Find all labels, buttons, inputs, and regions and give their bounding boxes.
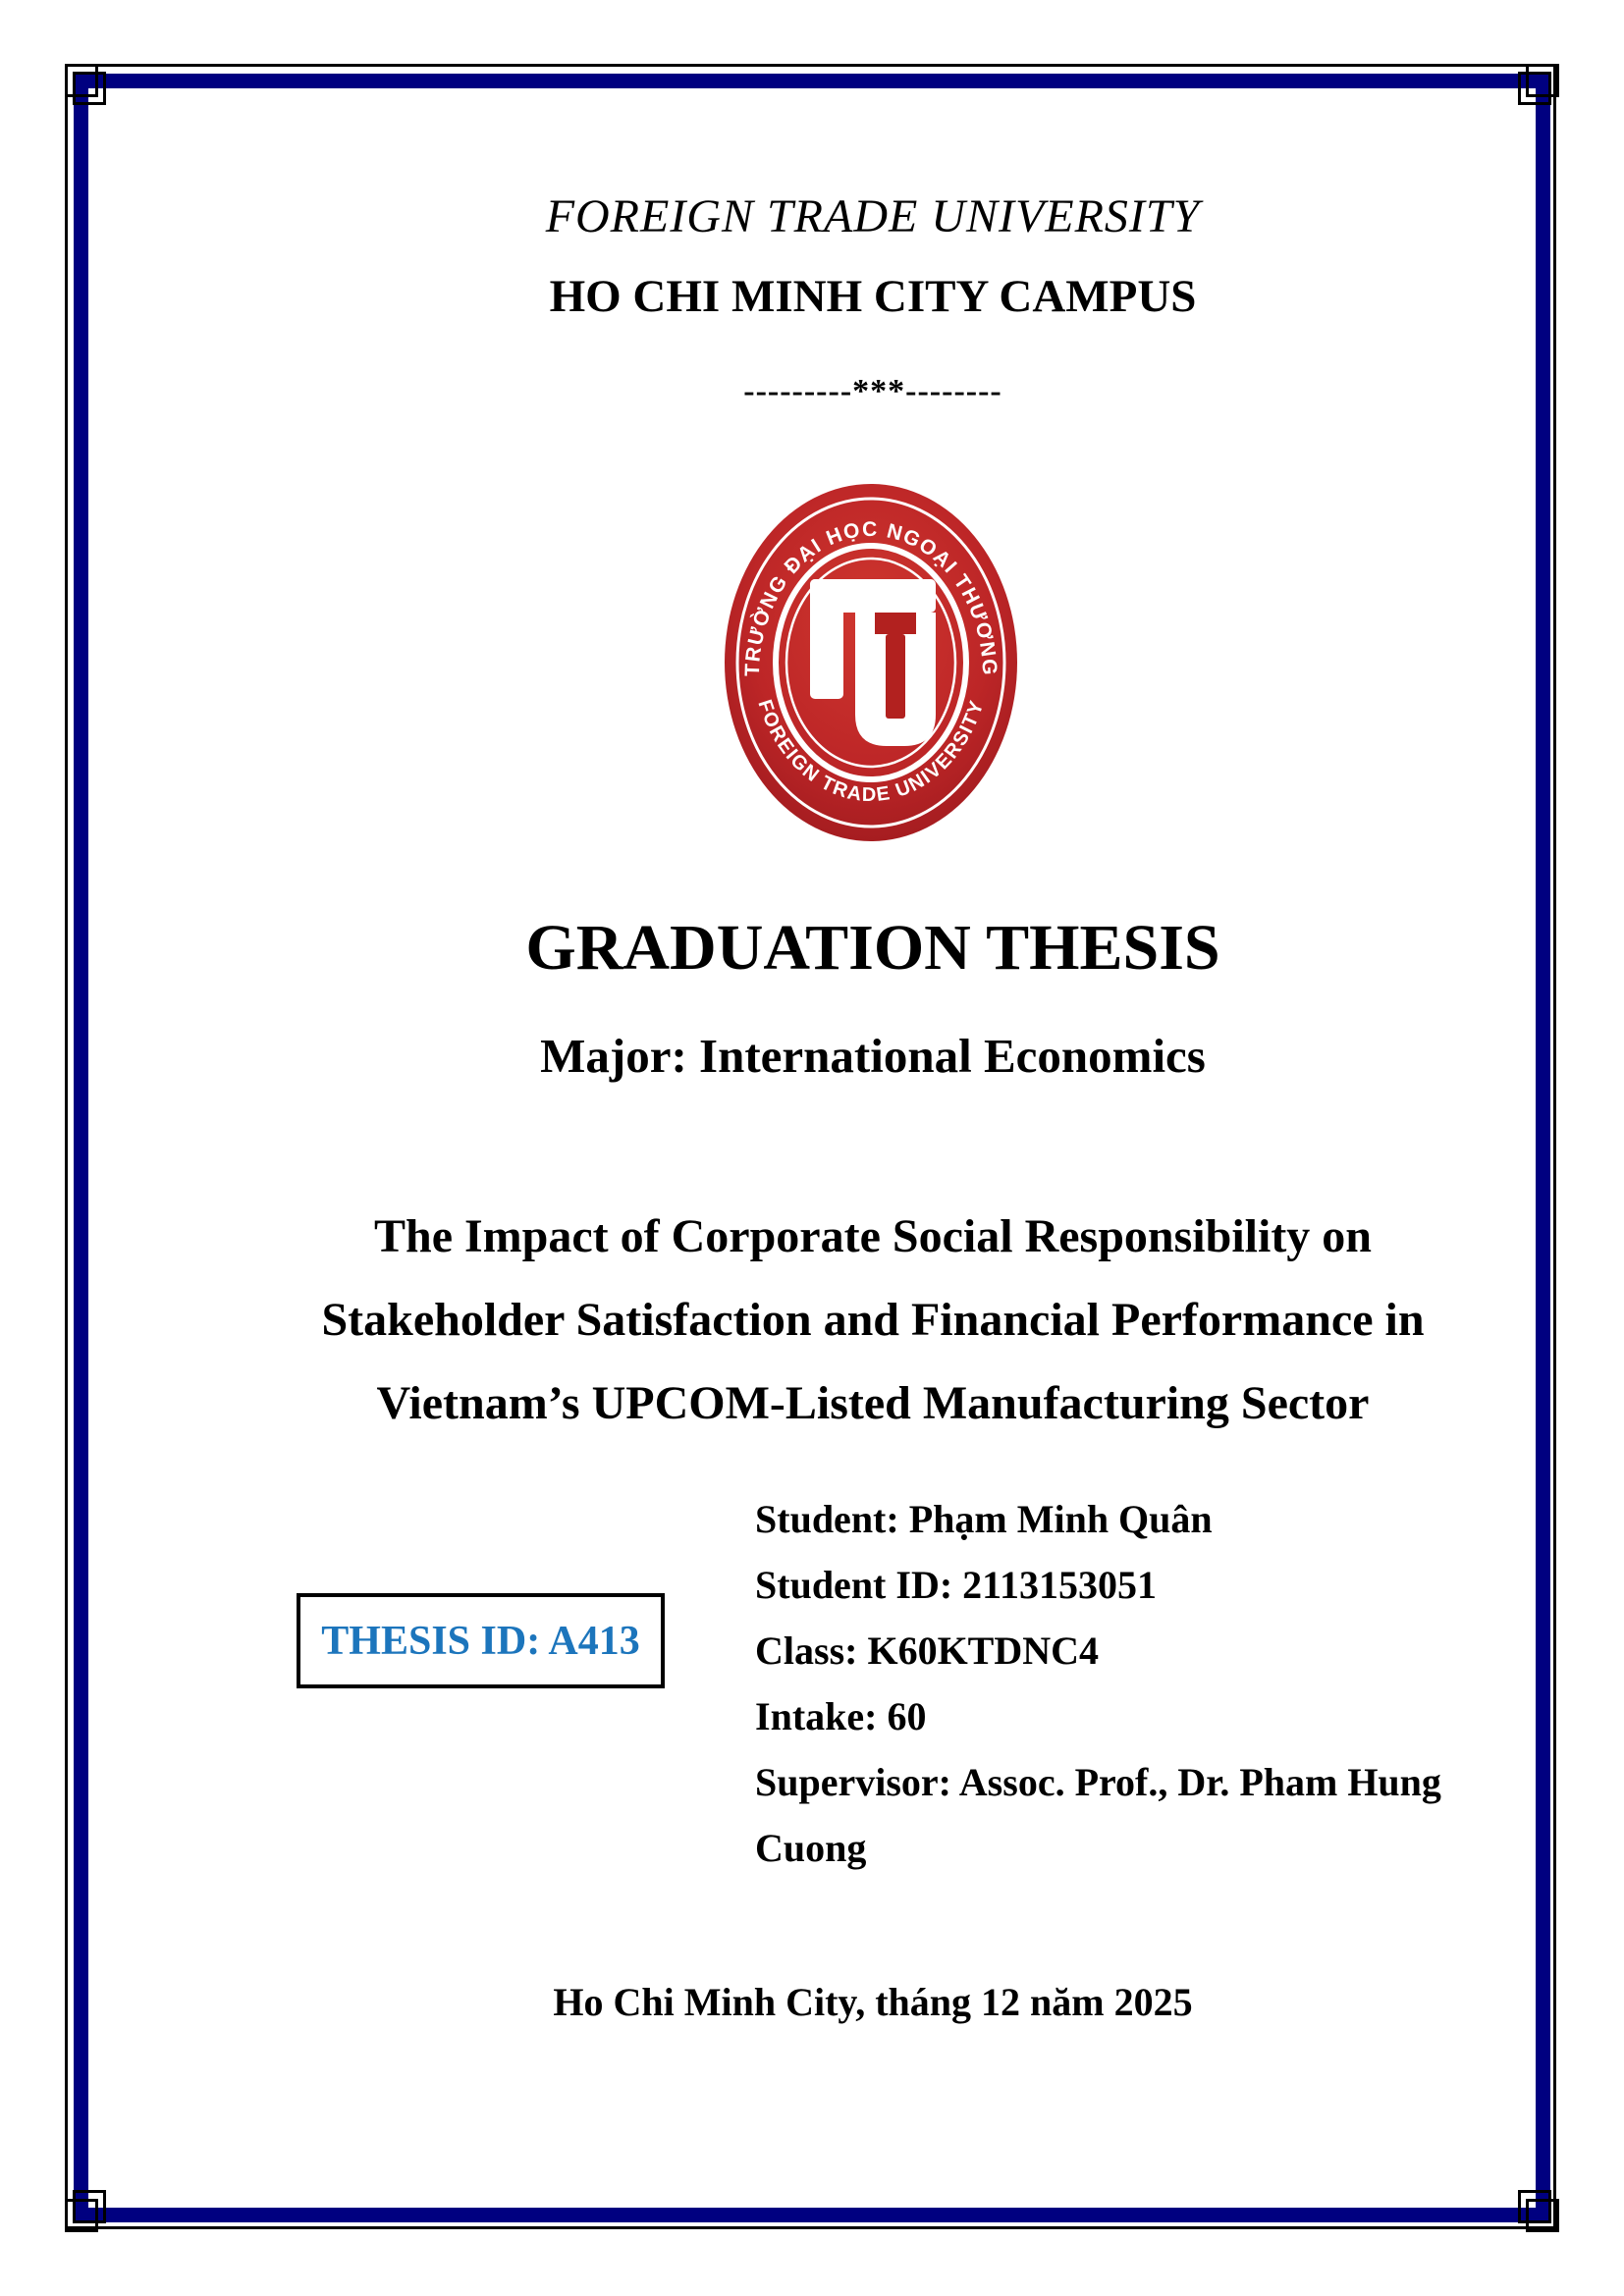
campus-heading: HO CHI MINH CITY CAMPUS — [549, 271, 1197, 322]
major-line: Major: International Economics — [540, 1029, 1206, 1083]
place-date-line: Ho Chi Minh City, tháng 12 năm 2025 — [553, 1980, 1193, 2024]
thesis-id-box — [297, 1593, 665, 1688]
student-intake-line: Intake: 60 — [755, 1694, 927, 1738]
decorative-divider: ---------***-------- — [743, 373, 1002, 409]
thesis-title — [157, 1195, 1589, 1445]
thesis-id-label: THESIS ID: A413 — [321, 1618, 640, 1664]
corner-knot-top-left-inner — [73, 72, 106, 105]
university-name-heading: FOREIGN TRADE UNIVERSITY — [545, 190, 1201, 242]
thesis-title-line-1: The Impact of Corporate Social Responsibility on — [373, 1210, 1372, 1262]
seal-bottom-curved-text: FOREIGN TRADE UNIVERSITY — [753, 697, 989, 807]
student-name-line: Student: Phạm Minh Quân — [755, 1497, 1213, 1541]
student-info-block — [755, 1486, 1441, 1881]
graduation-thesis-title: GRADUATION THESIS — [525, 912, 1220, 984]
supervisor-line-2: Cuong — [755, 1826, 867, 1870]
seal-top-curved-text: TRƯỜNG ĐẠI HỌC NGOẠI THƯƠNG — [740, 517, 1001, 677]
student-class-line: Class: K60KTDNC4 — [755, 1629, 1100, 1673]
ftu-university-seal — [724, 483, 1018, 842]
supervisor-line: Supervisor: Assoc. Prof., Dr. Pham Hung — [755, 1760, 1441, 1804]
student-id-line: Student ID: 2113153051 — [755, 1563, 1157, 1607]
corner-knot-bottom-right-inner — [1518, 2190, 1551, 2223]
thesis-title-line-3: Vietnam’s UPCOM-Listed Manufacturing Sector — [376, 1377, 1370, 1429]
ftu-seal-graphic — [724, 483, 1018, 842]
corner-knot-top-right-inner — [1518, 72, 1551, 105]
thesis-title-line-2: Stakeholder Satisfaction and Financial Performance in — [321, 1294, 1425, 1346]
corner-knot-bottom-left-inner — [73, 2190, 106, 2223]
